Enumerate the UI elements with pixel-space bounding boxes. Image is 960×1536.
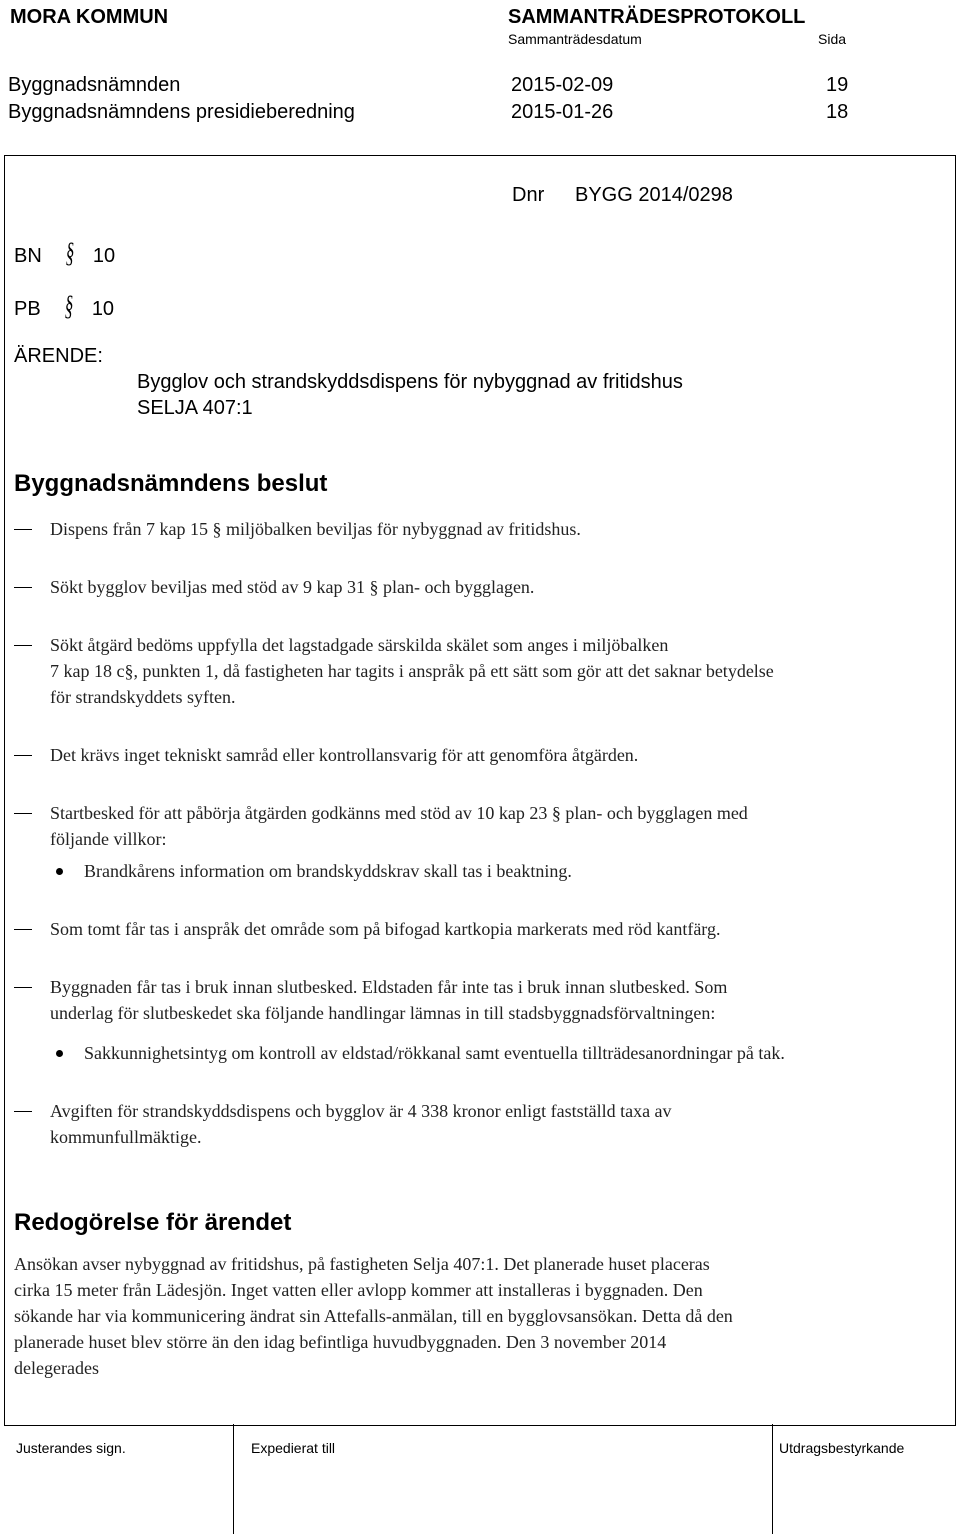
dash-marker (14, 529, 32, 530)
decision-item (14, 916, 944, 942)
dash-marker (14, 587, 32, 588)
bullet-dot-icon (56, 1050, 63, 1057)
meeting-date: 2015-01-26 (511, 101, 614, 123)
decision-item (14, 1098, 944, 1150)
meeting-date-label: Sammanträdesdatum (508, 31, 642, 47)
report-line: Ansökan avser nybyggnad av fritidshus, på fastigheten Selja 407:1. Det planerade huset placeras (14, 1254, 710, 1274)
meeting-body: Byggnadsnämnden (8, 74, 181, 96)
dash-marker (14, 1111, 32, 1112)
page-label: Sida (818, 31, 847, 47)
dash-marker (14, 813, 32, 814)
decision-heading: Byggnadsnämndens beslut (14, 470, 328, 497)
dash-marker (14, 987, 32, 988)
meeting-body: Byggnadsnämndens presidieberedning (8, 101, 355, 123)
decision-item-text: Sökt åtgärd bedöms uppfylla det lagstadgade särskilda skälet som anges i miljöbalken (50, 635, 669, 655)
dash-marker (14, 645, 32, 646)
signature-label: Justerandes sign. (16, 1440, 126, 1456)
dash-marker (14, 755, 32, 756)
municipality-name: MORA KOMMUN (10, 6, 169, 28)
frame-right-border (955, 155, 956, 1426)
meeting-date: 2015-02-09 (511, 74, 614, 96)
extract-certification-label: Utdragsbestyrkande (779, 1440, 905, 1456)
pb-number: 10 (91, 298, 115, 320)
footer-divider (4, 1425, 956, 1426)
report-body (14, 1251, 914, 1381)
decision-item-text: Dispens från 7 kap 15 § miljöbalken beviljas för nybyggnad av fritidshus. (50, 519, 581, 539)
subject-label: ÄRENDE: (14, 345, 103, 367)
decision-item-text: underlag för slutbeskedet ska följande handlingar lämnas in till stadsbyggnadsförvaltningen: (50, 1003, 716, 1023)
decision-item-text: Sökt bygglov beviljas med stöd av 9 kap 31 § plan- och bygglagen. (50, 577, 535, 597)
meeting-row (8, 74, 948, 100)
dispatched-label: Expedierat till (251, 1440, 336, 1456)
decision-item-text: Avgiften för strandskyddsdispens och bygglov är 4 338 kronor enligt fastställd taxa av (50, 1101, 672, 1121)
decision-item-text: 7 kap 18 c§, punkten 1, då fastigheten har tagits i anspråk på ett sätt som gör att det saknar betydelse (50, 661, 774, 681)
decision-item (14, 742, 944, 768)
dash-marker (14, 929, 32, 930)
footer-column-divider (233, 1424, 234, 1534)
bn-label: BN (14, 245, 42, 267)
bn-number: 10 (92, 245, 116, 267)
dnr-value: BYGG 2014/0298 (575, 184, 733, 206)
decision-item-text: kommunfullmäktige. (50, 1127, 202, 1147)
document-type: SAMMANTRÄDESPROTOKOLL (508, 6, 806, 28)
paragraph-sign-icon: § (65, 291, 74, 322)
decision-item (14, 800, 944, 852)
report-line: planerade huset blev större än den idag befintliga huvudbyggnaden. Den 3 november 2014 (14, 1332, 667, 1352)
report-heading: Redogörelse för ärendet (14, 1209, 292, 1236)
report-line: delegerades (14, 1358, 99, 1378)
condition-bullet (14, 858, 944, 884)
decision-item-text: Byggnaden får tas i bruk innan slutbesked. Eldstaden får inte tas i bruk innan slutbesked. Som (50, 977, 728, 997)
page-number: 18 (826, 101, 849, 123)
decision-list (14, 516, 944, 1150)
decision-item (14, 516, 944, 542)
condition-text: Sakkunnighetsintyg om kontroll av eldstad/rökkanal samt eventuella tillträdesanordningar på tak. (84, 1043, 785, 1063)
frame-top-border (4, 155, 956, 156)
decision-item-text: Som tomt får tas i anspråk det område som på bifogad kartkopia markerats med röd kantfärg. (50, 919, 721, 939)
paragraph-sign-icon: § (66, 238, 75, 269)
condition-text: Brandkårens information om brandskyddskrav skall tas i beaktning. (84, 861, 572, 881)
decision-item-text: följande villkor: (50, 829, 167, 849)
report-line: cirka 15 meter från Lädesjön. Inget vatten eller avlopp kommer att installeras i byggnaden. Den (14, 1280, 703, 1300)
meeting-row (8, 101, 948, 127)
bn-reference (14, 238, 115, 270)
decision-item (14, 974, 944, 1026)
frame-left-border (4, 155, 5, 1426)
decision-item-text: Det krävs inget tekniskt samråd eller kontrollansvarig för att genomföra åtgärden. (50, 745, 639, 765)
footer-column-divider (772, 1424, 773, 1534)
dnr-label: Dnr (512, 184, 545, 206)
report-line: sökande har via kommunicering ändrat sin Attefalls-anmälan, till en bygglovsansökan. Detta då den (14, 1306, 733, 1326)
page-number: 19 (826, 74, 849, 96)
condition-bullet (14, 1040, 944, 1066)
pb-reference (14, 291, 114, 323)
pb-label: PB (14, 298, 41, 320)
decision-item-text: Startbesked för att påbörja åtgärden godkänns med stöd av 10 kap 23 § plan- och bygglagen med (50, 803, 748, 823)
bullet-dot-icon (56, 868, 63, 875)
decision-item-text: för strandskyddets syften. (50, 687, 236, 707)
decision-item (14, 574, 944, 600)
decision-item (14, 632, 944, 710)
subject-title: Bygglov och strandskyddsdispens för nybyggnad av fritidshus (137, 371, 683, 393)
subject-property: SELJA 407:1 (137, 397, 253, 419)
